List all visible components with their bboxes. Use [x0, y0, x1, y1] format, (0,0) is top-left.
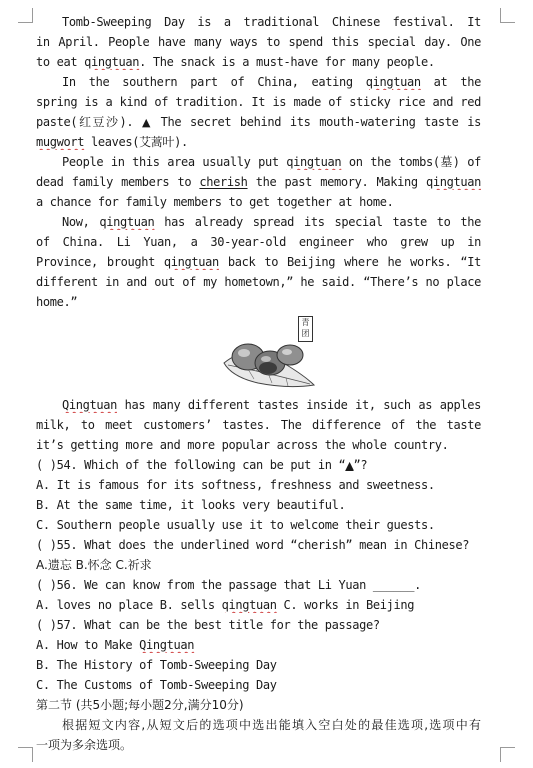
crop-mark-top-left: [18, 8, 33, 23]
passage-line: Tomb-Sweeping Day is a traditional Chinese festival. It: [62, 15, 481, 29]
option-57-c: C. The Customs of Tomb-Sweeping Day: [36, 678, 277, 692]
passage-line: paste(红豆沙). ▲ The secret behind its mouth-watering taste is: [36, 115, 481, 129]
passage-line: Qingtuan has many different tastes inside it, such as apples: [62, 398, 481, 412]
option-57-a: A. How to Make Qingtuan: [36, 638, 195, 652]
passage-line: In the southern part of China, eating qingtuan at the: [62, 75, 481, 89]
options-56: A. loves no place B. sells qingtuan C. works in Beijing: [36, 598, 415, 612]
passage-line: People in this area usually put qingtuan on the tombs(墓) of: [62, 155, 481, 169]
passage-line: milk, to meet customers’ tastes. The difference of the taste: [36, 418, 481, 432]
passage-line: in April. People have many ways to spend this special day. One: [36, 35, 481, 49]
section-instruction: 根据短文内容,从短文后的选项中选出能填入空白处的最佳选项,选项中有: [62, 718, 481, 732]
option-54-b: B. At the same time, it looks very beautiful.: [36, 498, 346, 512]
crop-mark-top-right: [500, 8, 515, 23]
keyword-qingtuan: Qingtuan: [62, 398, 117, 412]
passage-line: mugwort leaves(艾蒿叶).: [36, 135, 188, 149]
question-55: ( )55. What does the underlined word “cherish” mean in Chinese?: [36, 538, 470, 552]
passage-line: a chance for family members to get together at home.: [36, 195, 394, 209]
keyword-qingtuan: qingtuan: [84, 55, 140, 69]
option-57-b: B. The History of Tomb-Sweeping Day: [36, 658, 277, 672]
passage-line: home.”: [36, 295, 78, 309]
passage-line: of China. Li Yuan, a 30-year-old engineer who grew up in: [36, 235, 481, 249]
crop-mark-bottom-left: [18, 747, 33, 762]
passage-line: spring is a kind of tradition. It is made of sticky rice and red: [36, 95, 481, 109]
image-tag-label: 青团: [298, 316, 313, 342]
keyword-qingtuan: qingtuan: [221, 598, 277, 612]
crop-mark-bottom-right: [500, 747, 515, 762]
blank-triangle-icon: ▲: [345, 459, 354, 472]
keyword-qingtuan: qingtuan: [286, 155, 342, 169]
passage-line: Now, qingtuan has already spread its special taste to the: [62, 215, 481, 229]
keyword-qingtuan: Qingtuan: [139, 638, 195, 652]
section-instruction-cont: 一项为多余选项。: [36, 738, 133, 752]
keyword-mugwort: mugwort: [36, 135, 85, 149]
keyword-qingtuan: qingtuan: [99, 215, 155, 229]
keyword-qingtuan: qingtuan: [426, 175, 481, 189]
section-heading: 第二节 (共5小题;每小题2分,满分10分): [36, 698, 244, 712]
option-54-c: C. Southern people usually use it to welcome their guests.: [36, 518, 435, 532]
blank-triangle-icon: ▲: [141, 116, 152, 129]
underlined-word-cherish: cherish: [199, 175, 248, 189]
passage-line: it’s getting more and more popular across the whole country.: [36, 438, 449, 452]
passage-line: different in and out of my hometown,” he said. “There’s no place: [36, 275, 481, 289]
question-54: ( )54. Which of the following can be put in “▲”?: [36, 458, 368, 472]
passage-line: dead family members to cherish the past memory. Making qingtuan: [36, 175, 481, 189]
passage-line: Province, brought qingtuan back to Beijing where he works. “It: [36, 255, 481, 269]
options-55: A.遗忘 B.怀念 C.祈求: [36, 558, 152, 572]
keyword-qingtuan: qingtuan: [365, 75, 421, 89]
keyword-qingtuan: qingtuan: [163, 255, 219, 269]
question-57: ( )57. What can be the best title for the passage?: [36, 618, 380, 632]
question-56: ( )56. We can know from the passage that Li Yuan ______.: [36, 578, 421, 592]
passage-line: to eat qingtuan. The snack is a must-have for many people.: [36, 55, 435, 69]
option-54-a: A. It is famous for its softness, freshness and sweetness.: [36, 478, 435, 492]
